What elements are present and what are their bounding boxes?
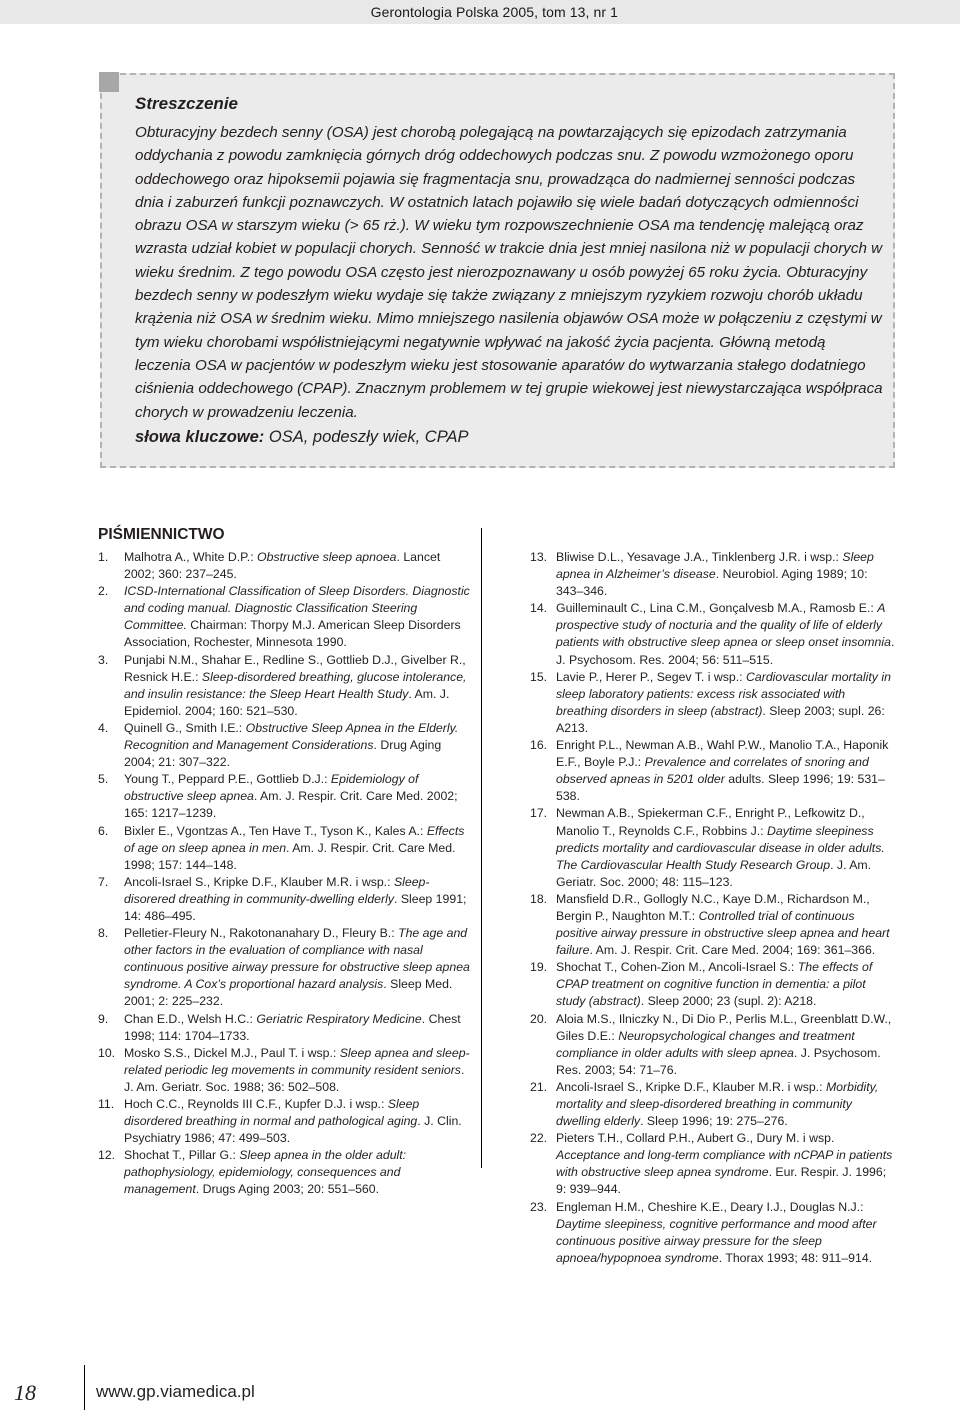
- reference-item: [530, 600, 898, 668]
- reference-item: [530, 549, 898, 600]
- reference-text: Punjabi N.M., Shahar E., Redline S., Gottlieb D.J., Givelber R., Resnick H.E.: Sleep-disordered breathing, glucose intolerance, and insulin resistance: the Sleep Heart Health Study. Am. J. Epidemiol. 2004; 160: 521–530.: [124, 652, 467, 718]
- reference-text: Shochat T., Cohen-Zion M., Ancoli-Israel S.: The effects of CPAP treatment on cognitive function in dementia: a pilot study (abstract). Sleep 2000; 23 (supl. 2): A218.: [556, 960, 873, 1009]
- reference-text: Engleman H.M., Cheshire K.E., Deary I.J., Douglas N.J.: Daytime sleepiness, cognitive performance and mood after continuous positive airway pressure for the sleep apnoea/hypopnoea syndrome. Thorax 1993; 48: 911–914.: [556, 1199, 877, 1265]
- reference-item: [530, 669, 898, 737]
- reference-number: 13.: [530, 550, 548, 564]
- reference-item: [530, 891, 898, 959]
- reference-number: 1.: [98, 550, 109, 564]
- column-divider: [481, 528, 482, 1168]
- reference-text: Guilleminault C., Lina C.M., Gonçalvesb M.A., Ramosb E.: A prospective study of nocturia and the quality of life of elderly patients with obstructive sleep apnea or sleep onset insomnia. J. Psychosom. Res. 2004; 56: 511–515.: [556, 601, 895, 667]
- reference-item: [98, 652, 470, 720]
- abstract-title: Streszczenie: [135, 94, 238, 113]
- reference-number: 5.: [98, 772, 109, 787]
- references-column-right: [530, 549, 898, 1267]
- reference-number: 8.: [98, 926, 109, 941]
- reference-text: Malhotra A., White D.P.: Obstructive sleep apnoea. Lancet 2002; 360: 237–245.: [124, 550, 441, 582]
- reference-number: 2.: [98, 584, 109, 599]
- references-column-left: [98, 549, 470, 1199]
- reference-item: [530, 737, 898, 805]
- reference-item: [98, 925, 470, 1010]
- reference-text: Lavie P., Herer P., Segev T. i wsp.: Cardiovascular mortality in sleep laboratory patients: excess risk associated with breathing disorders in sleep (abstract). Sleep 2003; supl. 26: A213.: [556, 669, 891, 735]
- reference-item: [98, 583, 470, 651]
- reference-number: 3.: [98, 652, 109, 667]
- reference-item: [530, 1199, 898, 1267]
- reference-item: [530, 1079, 898, 1130]
- reference-text: Mansfield D.R., Gollogly N.C., Kaye D.M., Richardson M., Bergin P., Naughton M.T.: Controlled trial of continuous positive airway pressure in obstructive sleep apnea and heart failure. Am. J. Respir. Crit. Care Med. 2004; 169: 361–366.: [556, 891, 890, 958]
- reference-number: 9.: [98, 1011, 109, 1026]
- reference-text: Shochat T., Pillar G.: Sleep apnea in the older adult: pathophysiology, epidemiology, consequences and management. Drugs Aging 2003; 20: 551–560.: [124, 1148, 407, 1197]
- reference-text: Ancoli-Israel S., Kripke D.F., Klauber M.R. i wsp.: Sleep-disorered dreathing in community-dwelling elderly. Sleep 1991; 14: 486–495.: [124, 874, 467, 923]
- footer-divider: [84, 1365, 85, 1410]
- reference-text: Ancoli-Israel S., Kripke D.F., Klauber M.R. i wsp.: Morbidity, mortality and sleep-disordered breathing in community dwelling elderly. Sleep 1996; 19: 275–276.: [556, 1079, 879, 1129]
- reference-text: Newman A.B., Spiekerman C.F., Enright P., Lefkowitz D., Manolio T., Reynolds C.F., Robbins J.: Daytime sleepiness predicts mortality and cardiovascular disease in older adults. The Cardiovascular Health Study Research Group. J. Am. Geriatr. Soc. 2000; 48: 115–123.: [556, 806, 885, 889]
- reference-number: 22.: [530, 1131, 548, 1146]
- reference-number: 19.: [530, 960, 548, 975]
- reference-item: [98, 549, 470, 583]
- reference-item: [98, 720, 470, 771]
- reference-number: 15.: [530, 669, 548, 684]
- reference-item: [98, 771, 470, 822]
- reference-text: Mosko S.S., Dickel M.J., Paul T. i wsp.: Sleep apnea and sleep-related periodic leg movements in community resident seniors. J. Am. Geriatr. Soc. 1988; 36: 502–508.: [124, 1045, 470, 1094]
- reference-item: [98, 823, 470, 874]
- keywords-label: słowa kluczowe:: [135, 428, 265, 446]
- reference-number: 12.: [98, 1148, 116, 1163]
- reference-number: 6.: [98, 823, 109, 838]
- keywords-value: OSA, podeszły wiek, CPAP: [268, 428, 469, 446]
- reference-number: 20.: [530, 1011, 548, 1026]
- page-number: 18: [14, 1380, 36, 1405]
- running-header: [0, 0, 960, 24]
- abstract-body: Obturacyjny bezdech senny (OSA) jest chorobą polegającą na powtarzających się epizodach zatrzymania oddychania z powodu zamknięcia górnych dróg oddechowych podczas snu. Z powodu wzmożonego oporu oddechowego oraz hipoksemii pojawia się fragmentacja snu, prowadząca do nadmiernej senności podczas dnia i zaburzeń funkcji poznawczych. W ostatnich latach pojawiło się wiele badań dotyczących odmienności obrazu OSA w starszym wieku (> 65 rż.). W wieku tym rozpowszechnienie OSA ma tendencję malejącą oraz wzrasta udział kobiet w populacji chorych. Senność w trakcie dnia jest mniej nasilona niż w populacji chorych w wieku średnim. Z tego powodu OSA często jest nierozpoznawany u osób powyżej 65 roku życia. Obturacyjny bezdech senny w podeszłym wieku wydaje się także związany z mniejszym ryzykiem rozwoju chorób układu krążenia niż OSA w średnim wieku. Mimo mniejszego nasilenia objawów OSA może w połączeniu z częstymi w tym wieku chorobami współistniejącymi negatywnie wpływać na jakość życia pacjenta. Główną metodą leczenia OSA w pacjentów w podeszłym wieku jest stosowanie aparatów do wytwarzania stałego dodatniego ciśnienia oddechowego (CPAP). Znacznym problemem w tej grupie wiekowej jest niewystarczająca współpraca chorych w prowadzeniu leczenia.: [135, 124, 883, 421]
- reference-text: Enright P.L., Newman A.B., Wahl P.W., Manolio T.A., Haponik E.F., Boyle P.J.: Prevalence and correlates of snoring and observed apneas in 5201 older adults. Sleep 1996; 19: 531–538.: [556, 738, 889, 804]
- reference-text: Quinell G., Smith I.E.: Obstructive Sleep Apnea in the Elderly. Recognition and Management Considerations. Drug Aging 2004; 21: 307–322.: [124, 720, 459, 770]
- reference-text: Aloia M.S., Ilniczky N., Di Dio P., Perlis M.L., Greenblatt D.W., Giles D.E.: Neuropsychological changes and treatment compliance in older adults with sleep apnea. J. Psychosom. Res. 2003; 54: 71–76.: [556, 1011, 892, 1077]
- reference-text: Bliwise D.L., Yesavage J.A., Tinklenberg J.R. i wsp.: Sleep apnea in Alzheimer’s disease. Neurobiol. Aging 1989; 10: 343–346.: [556, 550, 874, 599]
- reference-item: [530, 959, 898, 1010]
- reference-number: 4.: [98, 720, 109, 735]
- reference-number: 10.: [98, 1045, 116, 1060]
- reference-number: 11.: [98, 1097, 115, 1111]
- reference-number: 21.: [530, 1079, 548, 1094]
- reference-number: 7.: [98, 874, 109, 889]
- reference-number: 14.: [530, 601, 548, 616]
- reference-text: ICSD-International Classification of Sleep Disorders. Diagnostic and coding manual. Diagnostic Classification Steering Committee. Chairman: Thorpy M.J. American Sleep Disorders Association, Rochester, Minnesota 1990.: [124, 584, 470, 650]
- reference-item: [98, 1011, 470, 1045]
- reference-number: 23.: [530, 1199, 548, 1214]
- reference-text: Chan E.D., Welsh H.C.: Geriatric Respiratory Medicine. Chest 1998; 114: 1704–1733.: [124, 1011, 461, 1043]
- reference-text: Hoch C.C., Reynolds III C.F., Kupfer D.J. i wsp.: Sleep disordered breathing in normal and pathological aging. J. Clin. Psychiatry 1986; 47: 499–503.: [124, 1097, 462, 1146]
- abstract-corner-marker: [99, 72, 119, 92]
- reference-number: 17.: [530, 806, 548, 821]
- reference-number: 18.: [530, 891, 548, 906]
- reference-item: [98, 1147, 470, 1198]
- references-heading: PIŚMIENNICTWO: [98, 526, 225, 543]
- reference-item: [530, 805, 898, 890]
- reference-item: [98, 874, 470, 925]
- reference-item: [530, 1011, 898, 1079]
- journal-citation: Gerontologia Polska 2005, tom 13, nr 1: [370, 4, 618, 20]
- reference-text: Bixler E., Vgontzas A., Ten Have T., Tyson K., Kales A.: Effects of age on sleep apnea in men. Am. J. Respir. Crit. Care Med. 1998; 157: 144–148.: [124, 823, 465, 872]
- reference-text: Pieters T.H., Collard P.H., Aubert G., Dury M. i wsp. Acceptance and long-term compliance with nCPAP in patients with obstructive sleep apnea syndrome. Eur. Respir. J. 1996; 9: 939–944.: [556, 1131, 893, 1197]
- reference-text: Pelletier-Fleury N., Rakotonanahary D., Fleury B.: The age and other factors in the evaluation of compliance with nasal continuous positive airway pressure for obstructive sleep apnea syndrome. A Cox’s proportional hazard analysis. Sleep Med. 2001; 2: 225–232.: [124, 926, 470, 1009]
- reference-item: [98, 1096, 470, 1147]
- reference-text: Young T., Peppard P.E., Gottlieb D.J.: Epidemiology of obstructive sleep apnea. Am. J. Respir. Crit. Care Med. 2002; 165: 1217–1239.: [124, 772, 458, 821]
- reference-item: [530, 1130, 898, 1198]
- reference-number: 16.: [530, 738, 548, 753]
- keywords: [135, 428, 469, 447]
- footer-url: www.gp.viamedica.pl: [96, 1382, 255, 1401]
- reference-item: [98, 1045, 470, 1096]
